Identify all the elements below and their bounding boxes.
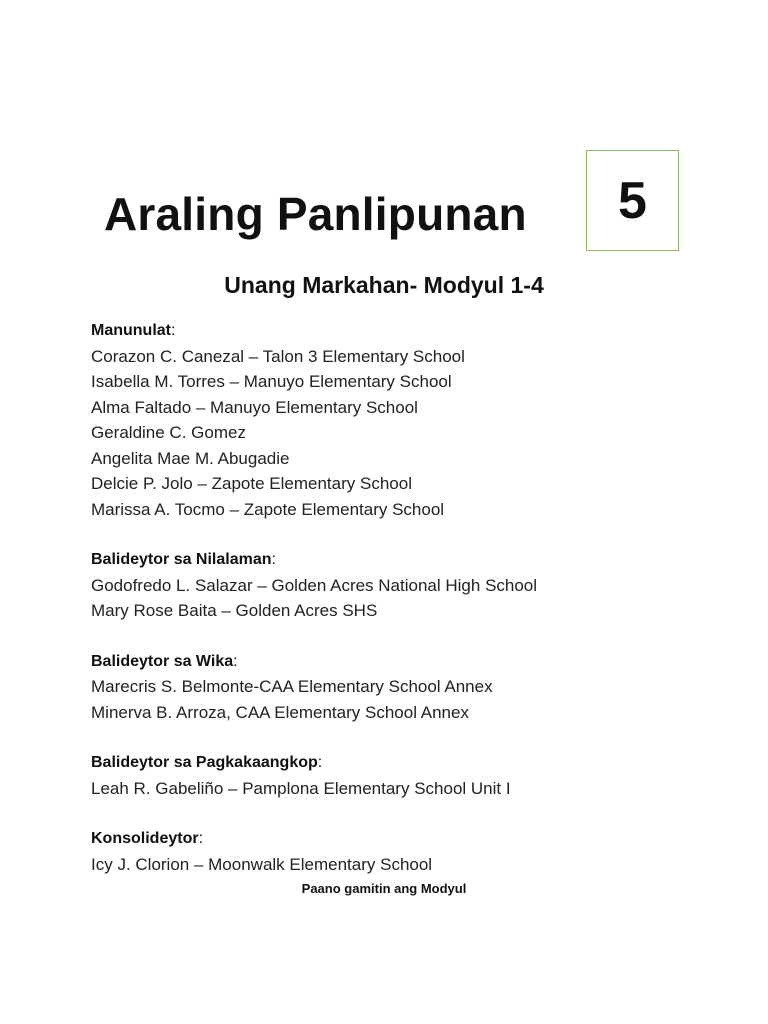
grade-number: 5 bbox=[618, 172, 647, 230]
page-subtitle: Unang Markahan- Modyul 1-4 bbox=[224, 272, 544, 298]
page-title: Araling Panlipunan bbox=[104, 188, 527, 240]
credits-list bbox=[91, 318, 731, 902]
credit-line: Marecris S. Belmonte-CAA Elementary School Annex bbox=[91, 677, 493, 696]
credit-line: Corazon C. Canezal – Talon 3 Elementary School bbox=[91, 346, 465, 366]
credit-line: Angelita Mae M. Abugadie bbox=[91, 448, 290, 468]
section-heading: Balideytor sa Nilalaman: bbox=[91, 551, 276, 568]
credit-line: Leah R. Gabeliño – Pamplona Elementary School Unit I bbox=[91, 778, 511, 798]
section-balideytor-wika bbox=[91, 649, 731, 726]
section-heading: Balideytor sa Wika: bbox=[91, 652, 238, 670]
credit-line: Godofredo L. Salazar – Golden Acres National High School bbox=[91, 575, 538, 595]
section-balideytor-nilalaman bbox=[91, 547, 731, 624]
credit-line: Minerva B. Arroza, CAA Elementary School Annex bbox=[91, 702, 469, 722]
section-balideytor-pagkakaangkop bbox=[91, 750, 731, 801]
credit-line: Delcie P. Jolo – Zapote Elementary School bbox=[91, 474, 412, 493]
section-heading: Balideytor sa Pagkakaangkop: bbox=[91, 754, 323, 771]
section-manunulat bbox=[91, 318, 731, 522]
credit-line: Geraldine C. Gomez bbox=[91, 423, 246, 442]
section-heading: Konsolideytor: bbox=[91, 830, 204, 847]
credit-line: Marissa A. Tocmo – Zapote Elementary School bbox=[91, 499, 445, 519]
footer-note: Paano gamitin ang Modyul bbox=[301, 881, 467, 896]
section-konsolideytor bbox=[91, 826, 731, 877]
credit-line: Isabella M. Torres – Manuyo Elementary School bbox=[91, 372, 452, 391]
credit-line: Icy J. Clorion – Moonwalk Elementary School bbox=[91, 854, 433, 874]
grade-box bbox=[586, 150, 679, 251]
credit-line: Mary Rose Baita – Golden Acres SHS bbox=[91, 601, 378, 620]
section-heading: Manunulat: bbox=[91, 322, 176, 339]
credit-line: Alma Faltado – Manuyo Elementary School bbox=[91, 397, 418, 417]
